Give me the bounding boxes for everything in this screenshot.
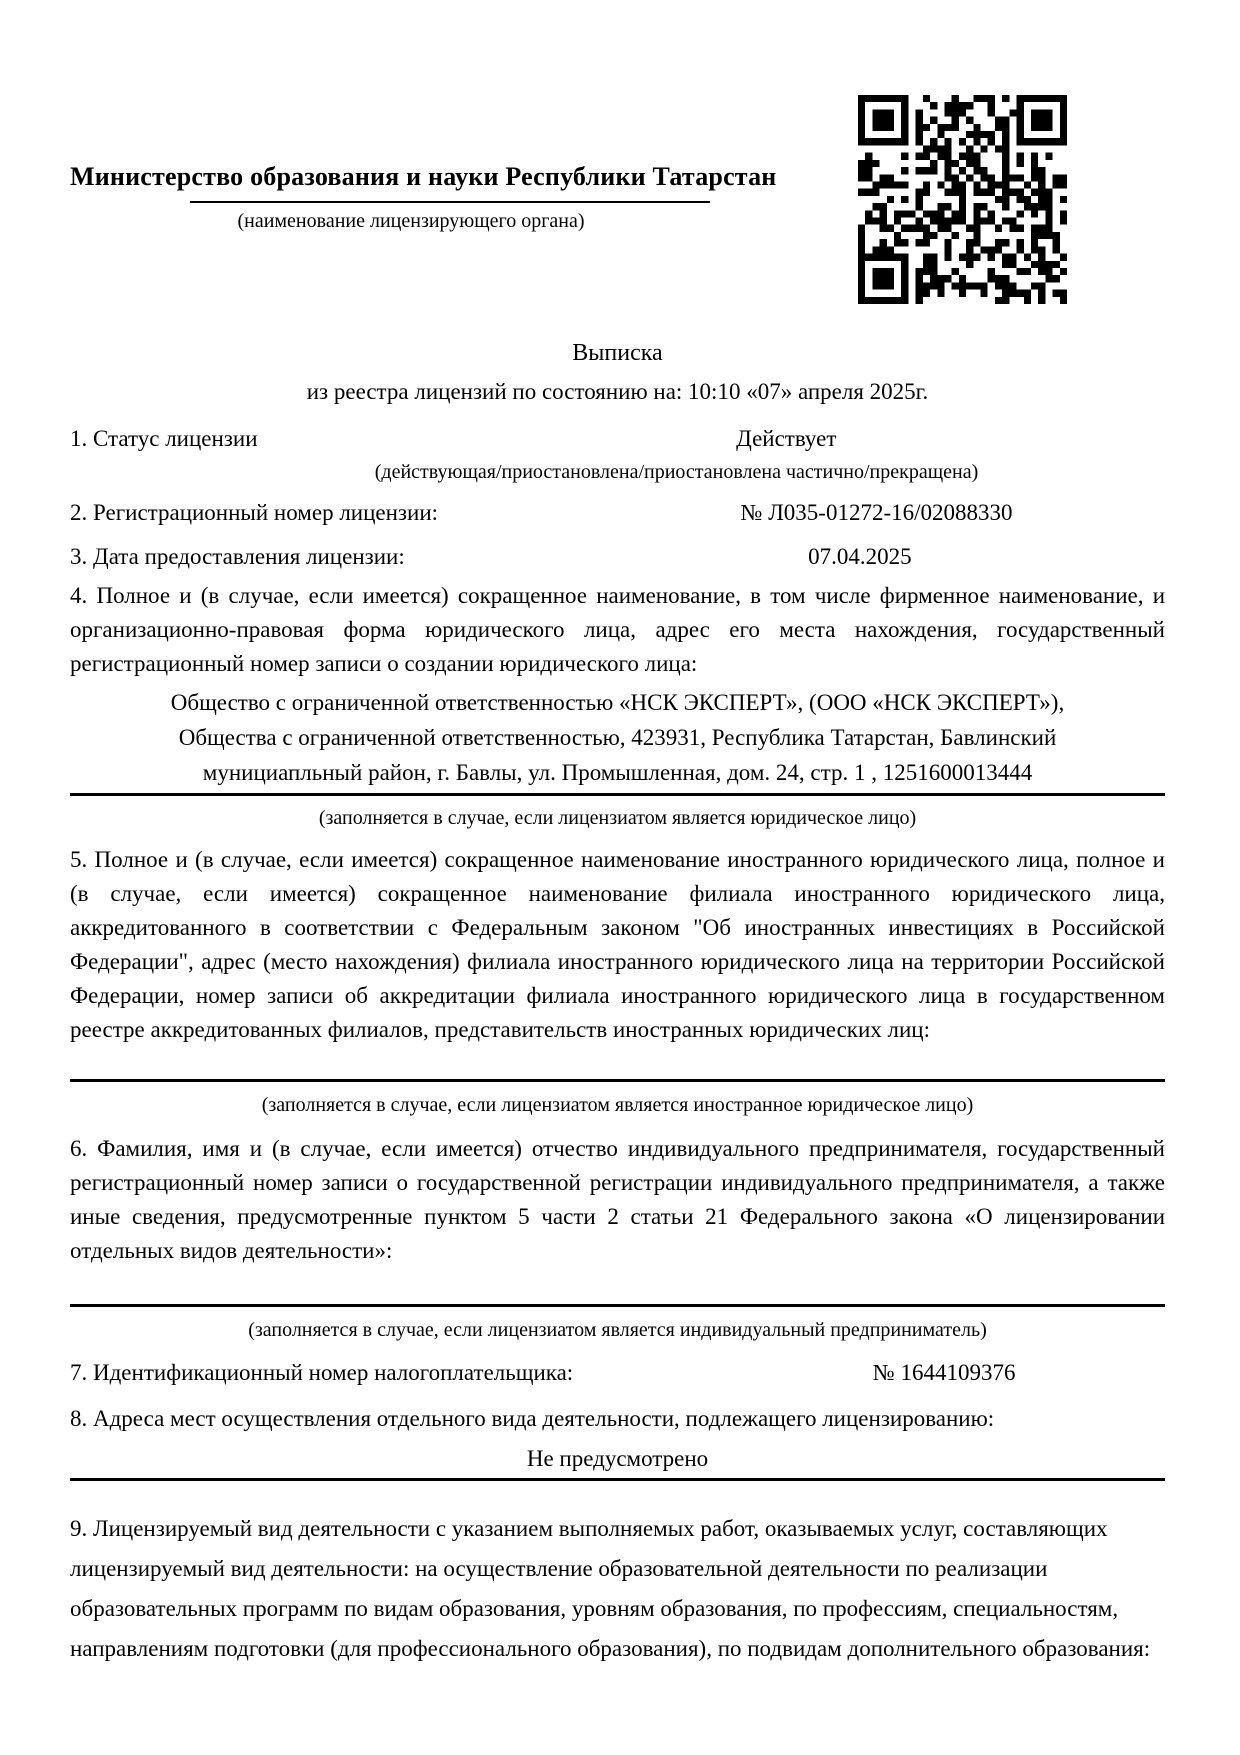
authority-underline: [190, 201, 710, 203]
licensee-form-line: Общества с ограниченной ответственностью, 423931, Республика Татарстан, Бавлинский: [178, 725, 1057, 750]
licensing-authority-caption: (наименование лицензирующего органа): [237, 210, 585, 232]
clause-6-text: 6. Фамилия, имя и (в случае, если имеется) отчество индивидуального предпринимателя, государственный регистрационный номер записи о государственной регистрации индивидуального предпринимателя, а также иные сведения, предусмотренные пунктом 5 части 2 статьи 21 Федерального закона «О лицензировании отдельных видов деятельности»:: [70, 1136, 1165, 1263]
document-title: Выписка: [572, 340, 663, 366]
clause-5-text: 5. Полное и (в случае, если имеется) сокращенное наименование иностранного юридического лица, полное и (в случае, если имеется) сокращенное наименование филиала иностранного юридического лица, аккредитованного в соответствии с Федеральным законом "Об иностранных инвестициях в Российской Федерации", адрес (место нахождения) филиала иностранного юридического лица на территории Российской Федерации, номер записи об аккредитации филиала иностранного юридического лица в государственном реестре аккредитованных филиалов, представительств иностранных юридических лиц:: [70, 847, 1165, 1042]
field-license-status: [70, 425, 1165, 453]
field-registration-number-value: № Л035-01272-16/02088330: [740, 500, 1013, 525]
field-taxpayer-number-label: 7. Идентификационный номер налогоплательщика:: [70, 1360, 574, 1385]
field-license-status-value: Действует: [736, 426, 837, 451]
licensee-name-line: Общество с ограниченной ответственностью «НСК ЭКСПЕРТ», (ООО «НСК ЭКСПЕРТ»),: [170, 690, 1065, 715]
field-registration-number-label: 2. Регистрационный номер лицензии:: [70, 500, 439, 525]
qr-code: [858, 95, 1067, 304]
clause-5-rule: [70, 1079, 1165, 1082]
clause-4-rule: [70, 793, 1165, 796]
clause-8-rule: [70, 1478, 1165, 1481]
clause-4-text: 4. Полное и (в случае, если имеется) сокращенное наименование, в том числе фирменное наименование, и организационно-правовая форма юридического лица, адрес его места нахождения, государственный регистрационный номер записи о создании юридического лица:: [70, 583, 1165, 676]
field-grant-date-label: 3. Дата предоставления лицензии:: [70, 544, 405, 569]
licensee-address-line: мунициапльный район, г. Бавлы, ул. Промышленная, дом. 24, стр. 1 , 1251600013444: [202, 760, 1033, 785]
clause-8-value: Не предусмотрено: [526, 1446, 709, 1471]
licensing-authority-block: [70, 162, 777, 233]
document-header: [70, 0, 1165, 340]
clause-9-text: 9. Лицензируемый вид деятельности с указанием выполняемых работ, оказываемых услуг, составляющих лицензируемый вид деятельности: на осуществление образовательной деятельности по реализации образовательных программ по видам образования, уровням образования, по профессиям, специальностям, направлениям подготовки (для профессионального образования), по подвидам дополнительного образования:: [70, 1516, 1151, 1661]
field-grant-date: [70, 543, 1165, 571]
field-taxpayer-number-value: № 1644109376: [872, 1360, 1016, 1385]
field-license-status-label: 1. Статус лицензии: [70, 426, 258, 451]
clause-8-label: 8. Адреса мест осуществления отдельного вида деятельности, подлежащего лицензированию:: [70, 1406, 995, 1431]
clause-4-licensee-details: [70, 685, 1165, 790]
clause-5-hint: (заполняется в случае, если лицензиатом является иностранное юридическое лицо): [261, 1094, 974, 1116]
clause-4-hint: (заполняется в случае, если лицензиатом является юридическое лицо): [318, 807, 917, 829]
licensing-authority-name: Министерство образования и науки Республики Татарстан: [70, 162, 777, 191]
field-license-status-hint: (действующая/приостановлена/приостановлена частично/прекращена): [374, 461, 979, 483]
field-registration-number: [70, 499, 1165, 527]
field-grant-date-value: 07.04.2025: [808, 544, 912, 569]
clause-6-hint: (заполняется в случае, если лицензиатом является индивидуальный предприниматель): [248, 1319, 987, 1341]
field-taxpayer-number: [70, 1359, 1165, 1387]
document-subtitle: из реестра лицензий по состоянию на: 10:10 «07» апреля 2025г.: [306, 379, 929, 404]
clause-6-rule: [70, 1304, 1165, 1307]
